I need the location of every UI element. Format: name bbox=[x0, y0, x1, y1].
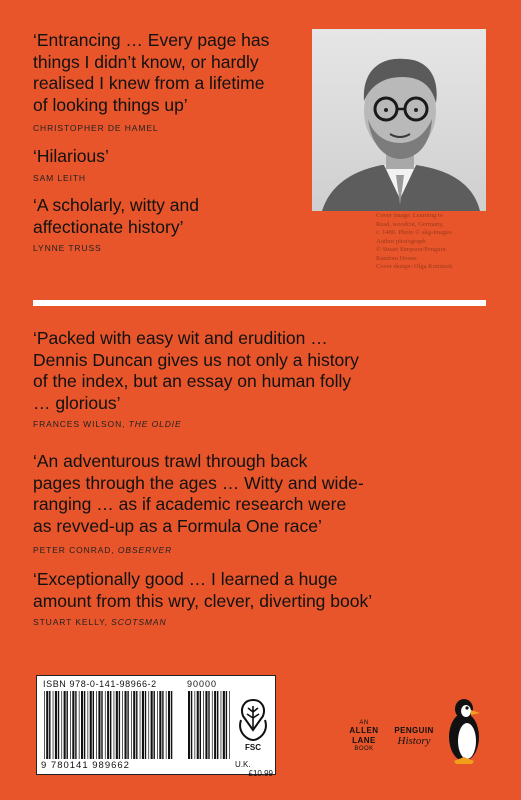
penguin-logo-icon bbox=[444, 697, 484, 765]
barcode-bar bbox=[49, 691, 50, 759]
barcode-bar bbox=[105, 691, 106, 759]
barcode-bar bbox=[205, 691, 207, 759]
barcode-bar bbox=[44, 691, 45, 759]
barcode-bar bbox=[208, 691, 209, 759]
quote-6-author: STUART KELLY, bbox=[33, 617, 108, 627]
author-photo bbox=[312, 29, 486, 211]
barcode-bar bbox=[79, 691, 80, 759]
barcode-bar bbox=[229, 691, 230, 759]
barcode-bar bbox=[203, 691, 204, 759]
barcode-bar bbox=[127, 691, 128, 759]
quote-3: ‘A scholarly, witty and affectionate history’ bbox=[33, 195, 199, 237]
barcode-bar bbox=[119, 691, 120, 759]
imprint-allen: ALLEN bbox=[349, 726, 379, 735]
barcode-bar bbox=[64, 691, 66, 759]
price-line bbox=[235, 760, 273, 778]
quote-1-attribution: CHRISTOPHER DE HAMEL bbox=[33, 123, 159, 133]
quote-6-publication: SCOTSMAN bbox=[111, 617, 167, 627]
quote-6-attribution bbox=[33, 617, 167, 627]
barcode-bar bbox=[114, 691, 115, 759]
quote-4-publication: THE OLDIE bbox=[128, 419, 182, 429]
price-value: £10.99 bbox=[248, 769, 273, 778]
barcode-bar bbox=[61, 691, 62, 759]
barcode-bar bbox=[93, 691, 94, 759]
barcode-bar bbox=[88, 691, 89, 759]
barcode-bar bbox=[110, 691, 111, 759]
barcode-bar bbox=[221, 691, 222, 759]
barcode-bar bbox=[223, 691, 225, 759]
isbn-digits: 9 780141 989662 bbox=[41, 760, 130, 771]
barcode-bar bbox=[116, 691, 118, 759]
barcode-bar bbox=[166, 691, 167, 759]
barcode-bar bbox=[142, 691, 144, 759]
barcode-bar bbox=[75, 691, 76, 759]
barcode-bar bbox=[107, 691, 109, 759]
barcode-bar bbox=[154, 691, 155, 759]
cover-credits: Cover image: Learning to Read, woodcut, Germany, c. 1480. Photo © akg-images Author photograph © Stuart Simpson/Penguin Random House. Cover design: Olga Kominek bbox=[376, 212, 453, 270]
barcode-bar bbox=[72, 691, 74, 759]
imprint-book: BOOK bbox=[354, 746, 374, 752]
barcode-bar bbox=[148, 691, 149, 759]
isbn-barcode bbox=[43, 691, 175, 759]
imprint-penguin: PENGUIN bbox=[394, 726, 434, 735]
barcode-bar bbox=[195, 691, 196, 759]
quote-5-attribution bbox=[33, 545, 172, 555]
allen-lane-imprint bbox=[342, 720, 386, 752]
barcode-panel bbox=[36, 675, 276, 778]
barcode-bar bbox=[171, 691, 172, 759]
divider-bar bbox=[33, 300, 486, 306]
barcode-bar bbox=[133, 691, 135, 759]
barcode-bar bbox=[125, 691, 127, 759]
barcode-bar bbox=[136, 691, 137, 759]
barcode-bar bbox=[188, 691, 190, 759]
fsc-logo-icon bbox=[235, 694, 271, 752]
quote-6: ‘Exceptionally good … I learned a huge amount from this wry, clever, diverting book’ bbox=[33, 569, 373, 611]
barcode-bar bbox=[145, 691, 146, 759]
imprint-series: History bbox=[397, 735, 431, 747]
barcode-bar bbox=[46, 691, 48, 759]
fsc-label: FSC bbox=[245, 743, 261, 752]
barcode-bar bbox=[131, 691, 132, 759]
barcode-bar bbox=[96, 691, 97, 759]
barcode-bar bbox=[151, 691, 153, 759]
quote-3-attribution: LYNNE TRUSS bbox=[33, 243, 102, 253]
quote-5-publication: OBSERVER bbox=[117, 545, 173, 555]
barcode-bar bbox=[70, 691, 71, 759]
price-barcode bbox=[187, 691, 231, 759]
barcode-bar bbox=[84, 691, 85, 759]
barcode-bar bbox=[217, 691, 218, 759]
quote-5-author: PETER CONRAD, bbox=[33, 545, 115, 555]
imprint-an: AN bbox=[359, 720, 369, 726]
penguin-history-imprint bbox=[386, 726, 442, 747]
quote-4: ‘Packed with easy wit and erudition … Dennis Duncan gives us not only a history of the index, but an essay on human folly … glorious’ bbox=[33, 328, 359, 413]
price-code: 90000 bbox=[187, 679, 218, 689]
barcode-bar bbox=[212, 691, 213, 759]
barcode-bar bbox=[81, 691, 83, 759]
barcode-bar bbox=[140, 691, 141, 759]
barcode-bar bbox=[168, 691, 170, 759]
barcode-bar bbox=[214, 691, 216, 759]
barcode-bar bbox=[191, 691, 192, 759]
barcode-bar bbox=[162, 691, 163, 759]
isbn-label: ISBN 978-0-141-98966-2 bbox=[43, 679, 157, 689]
quote-2-attribution: SAM LEITH bbox=[33, 173, 86, 183]
barcode-bar bbox=[159, 691, 161, 759]
barcode-bar bbox=[101, 691, 102, 759]
barcode-bar bbox=[90, 691, 92, 759]
barcode-bar bbox=[53, 691, 54, 759]
barcode-bar bbox=[226, 691, 227, 759]
quote-4-attribution bbox=[33, 419, 182, 429]
barcode-bar bbox=[55, 691, 57, 759]
imprint-lane: LANE bbox=[352, 736, 376, 745]
quote-4-author: FRANCES WILSON, bbox=[33, 419, 126, 429]
quote-5: ‘An adventurous trawl through back pages through the ages … Witty and wide- ranging … as if academic research were as revved-up as a Formula One race’ bbox=[33, 451, 364, 536]
quote-2: ‘Hilarious’ bbox=[33, 146, 109, 166]
barcode-bar bbox=[197, 691, 199, 759]
quote-1: ‘Entrancing … Every page has things I didn’t know, or hardly realised I knew from a lifetime of looking things up’ bbox=[33, 30, 270, 115]
price-region: U.K. bbox=[235, 760, 251, 769]
barcode-bar bbox=[200, 691, 201, 759]
barcode-bar bbox=[157, 691, 158, 759]
barcode-bar bbox=[122, 691, 123, 759]
barcode-bar bbox=[98, 691, 100, 759]
barcode-bar bbox=[67, 691, 68, 759]
barcode-bar bbox=[58, 691, 59, 759]
